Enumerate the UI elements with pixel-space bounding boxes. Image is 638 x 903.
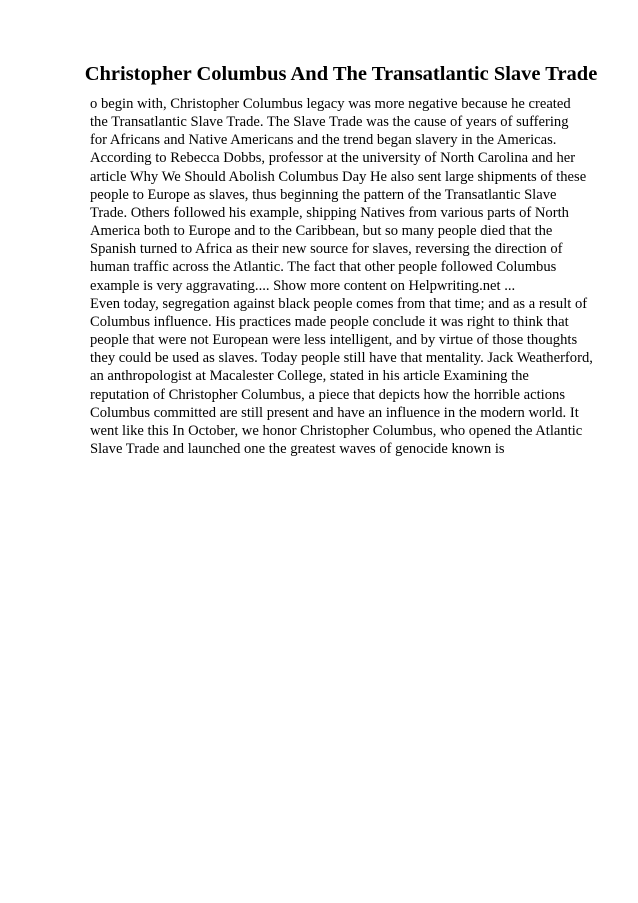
body-line: went like this In October, we honor Christopher Columbus, who opened the Atlantic <box>90 422 583 439</box>
body-line: Slave Trade and launched one the greatest waves of genocide known is <box>90 440 505 457</box>
body-line: Even today, segregation against black people comes from that time; and as a result of <box>90 295 588 312</box>
body-line: Trade. Others followed his example, shipping Natives from various parts of North <box>90 204 569 221</box>
body-line: America both to Europe and to the Caribbean, but so many people died that the <box>90 223 553 240</box>
body-line: people that were not European were less intelligent, and by virtue of those thoughts <box>90 332 578 349</box>
body-line: reputation of Christopher Columbus, a piece that depicts how the horrible actions <box>90 386 565 403</box>
body-line: example is very aggravating.... Show more content on Helpwriting.net ... <box>90 277 516 294</box>
document-body <box>90 95 610 458</box>
body-line: o begin with, Christopher Columbus legacy was more negative because he created <box>90 96 571 112</box>
document-title: Christopher Columbus And The Transatlantic Slave Trade <box>84 63 598 85</box>
body-line: for Africans and Native Americans and the trend began slavery in the Americas. <box>90 132 557 149</box>
body-line: Columbus committed are still present and have an influence in the modern world. It <box>90 404 579 421</box>
body-line: article Why We Should Abolish Columbus Day He also sent large shipments of these <box>90 168 587 185</box>
body-line: they could be used as slaves. Today people still have that mentality. Jack Weatherford, <box>90 350 593 367</box>
body-line: people to Europe as slaves, thus beginning the pattern of the Transatlantic Slave <box>90 186 557 203</box>
body-line: According to Rebecca Dobbs, professor at the university of North Carolina and her <box>90 150 576 167</box>
body-line: an anthropologist at Macalester College, stated in his article Examining the <box>90 368 529 385</box>
body-line: the Transatlantic Slave Trade. The Slave Trade was the cause of years of suffering <box>90 114 569 131</box>
body-line: Columbus influence. His practices made people conclude it was right to think that <box>90 313 569 330</box>
body-line: human traffic across the Atlantic. The fact that other people followed Columbus <box>90 259 557 276</box>
body-line: Spanish turned to Africa as their new source for slaves, reversing the direction of <box>90 241 563 258</box>
